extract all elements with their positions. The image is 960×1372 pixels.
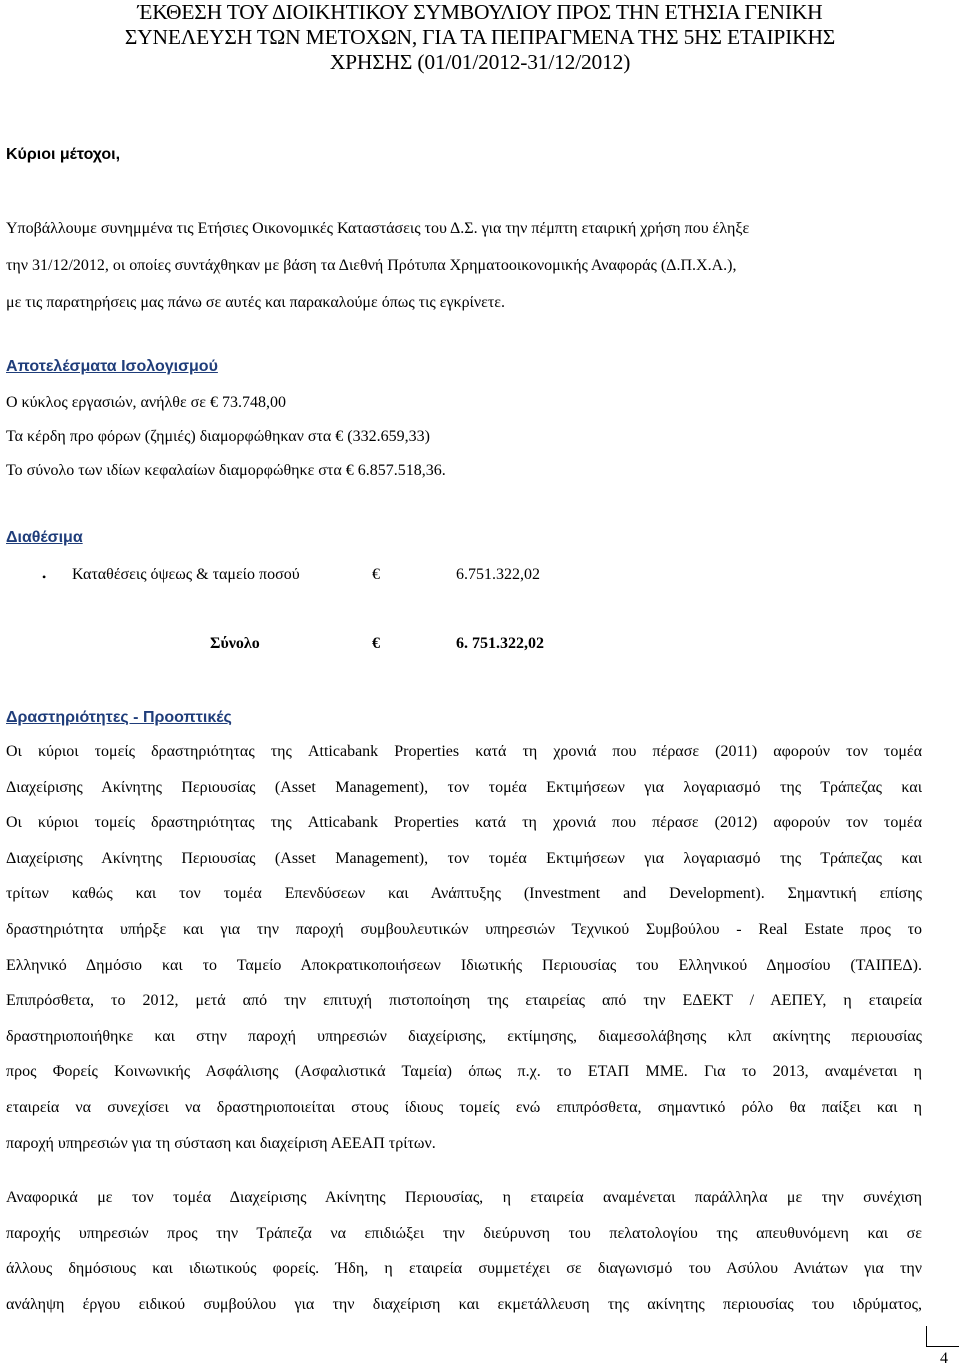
paragraph-line: δραστηριότητα υπήρξε και για την παροχή συμβουλευτικών υπηρεσιών Τεχνικού Συμβούλου - Real Estate προς το: [6, 920, 922, 938]
paragraph-line: δραστηριοποιήθηκε και στην παροχή υπηρεσιών διαχείρισης, εκτίμησης, διαμεσολάβησης κλπ ακίνητης περιουσίας: [6, 1027, 922, 1045]
intro-line: Υποβάλλουμε συνημμένα τις Ετήσιες Οικονομικές Καταστάσεις του Δ.Σ. για την πέμπτη εταιρική χρήση που έληξε: [6, 220, 750, 237]
paragraph-line: εταιρεία να συνεχίσει να δραστηριοποιείται στους ίδιους τομείς ενώ επιπρόσθετα, σημαντικό ρόλο θα παίξει και η: [6, 1098, 922, 1116]
paragraph-line: τρίτων καθώς και τον τομέα Επενδύσεων και Ανάπτυξης (Investment and Development). Σημαντική επίσης: [6, 885, 922, 903]
report-title-line-1: ΈΚΘΕΣΗ ΤΟΥ ΔΙΟΙΚΗΤΙΚΟΥ ΣΥΜΒΟΥΛΙΟΥ ΠΡΟΣ ΤΗΝ ΕΤΗΣΙΑ ΓΕΝΙΚΗ: [137, 0, 823, 24]
balance-results-heading: Αποτελέσματα Ισολογισμού: [6, 358, 218, 375]
activities-heading: Δραστηριότητες - Προοπτικές: [6, 709, 232, 726]
total-amount: 6. 751.322,02: [456, 635, 544, 652]
available-funds-heading: Διαθέσιμα: [6, 529, 83, 546]
activities-paragraph-1: [6, 734, 922, 1161]
paragraph-line: Αναφορικά με τον τομέα Διαχείρισης Ακίνητης Περιουσίας, η εταιρεία αναμένεται παράλληλα με την συνέχιση: [6, 1189, 922, 1206]
paragraph-line: Διαχείρισης Ακίνητης Περιουσίας (Asset Management), τον τομέα Εκτιμήσεων για λογαριασμό της Τράπεζας και: [6, 849, 922, 867]
report-title-line-3: ΧΡΗΣΗΣ (01/01/2012-31/12/2012): [329, 50, 631, 74]
paragraph-line: παροχή υπηρεσιών για τη σύσταση και διαχείριση ΑΕΕΑΠ τρίτων.: [6, 1134, 436, 1152]
paragraph-line: Οι κύριοι τομείς δραστηριότητας της Atticabank Properties κατά τη χρονιά που πέρασε (2011) αφορούν τον τομέα: [6, 743, 922, 760]
intro-line: με τις παρατηρήσεις μας πάνω σε αυτές και παρακαλούμε όπως τις εγκρίνετε.: [6, 294, 505, 311]
report-title: [0, 0, 960, 75]
activities-paragraph-2: [6, 1180, 922, 1322]
total-currency: €: [372, 635, 380, 652]
turnover-line: Ο κύκλος εργασιών, ανήλθε σε € 73.748,00: [6, 394, 287, 411]
page-number-border: [926, 1326, 959, 1347]
paragraph-line: Ελληνικό Δημόσιο και το Ταμείο Αποκρατικοποιήσεων Ιδιωτικής Περιουσίας του Ελληνικού Δημοσίου (ΤΑΙΠΕΔ).: [6, 956, 922, 974]
report-title-line-2: ΣΥΝΕΛΕΥΣΗ ΤΩΝ ΜΕΤΟΧΩΝ, ΓΙΑ ΤΑ ΠΕΠΡΑΓΜΕΝΑ ΤΗΣ 5ΗΣ ΕΤΑΙΡΙΚΗΣ: [124, 25, 836, 49]
paragraph-line: παροχής υπηρεσιών προς την Τράπεζα να επιδιώξει την διεύρυνση του πελατολογίου της απευθυνόμενη και σε: [6, 1224, 922, 1242]
equity-line: Το σύνολο των ιδίων κεφαλαίων διαμορφώθηκε στα € 6.857.518,36.: [6, 462, 446, 479]
deposits-amount: 6.751.322,02: [456, 566, 540, 583]
paragraph-line: προς Φορείς Κοινωνικής Ασφάλισης (Ασφαλιστικά Ταμεία) όπως π.χ. το ΕΤΑΠ ΜΜΕ. Για το 2013, αναμένεται η: [6, 1063, 922, 1081]
page-number: 4: [940, 1350, 948, 1367]
paragraph-line: Οι κύριοι τομείς δραστηριότητας της Atticabank Properties κατά τη χρονιά που πέρασε (2012) αφορούν τον τομέα: [6, 814, 922, 832]
paragraph-line: Επιπρόσθετα, το 2012, μετά από την επιτυχή πιστοποίηση της εταιρείας από την ΕΔΕΚΤ / ΑΕΠΕΥ, η εταιρεία: [6, 992, 922, 1010]
intro-paragraph: [6, 210, 926, 321]
paragraph-line: Διαχείρισης Ακίνητης Περιουσίας (Asset Management), τον τομέα Εκτιμήσεων για λογαριασμό της Τράπεζας και: [6, 778, 922, 796]
pretax-profit-line: Τα κέρδη προ φόρων (ζημιές) διαμορφώθηκαν στα € (332.659,33): [6, 428, 430, 445]
bullet-icon: •: [42, 570, 47, 584]
paragraph-line: άλλους δημόσιους και ιδιωτικούς φορείς. Ήδη, η εταιρεία συμμετέχει σε διαγωνισμό του Ασύλου Ανιάτων για την: [6, 1260, 922, 1278]
greeting: Κύριοι μέτοχοι,: [6, 146, 121, 163]
deposits-currency: €: [372, 566, 380, 583]
intro-line: την 31/12/2012, οι οποίες συντάχθηκαν με βάση τα Διεθνή Πρότυπα Χρηματοοικονομικής Αναφοράς (Δ.Π.Χ.Α.),: [6, 257, 737, 274]
deposits-label: Καταθέσεις όψεως & ταμείο ποσού: [72, 566, 300, 583]
total-label: Σύνολο: [210, 635, 260, 652]
paragraph-line: ανάληψη έργου ειδικού συμβούλου για την διαχείριση και εκμετάλλευση της ακίνητης περιουσίας του ιδρύματος,: [6, 1295, 922, 1313]
